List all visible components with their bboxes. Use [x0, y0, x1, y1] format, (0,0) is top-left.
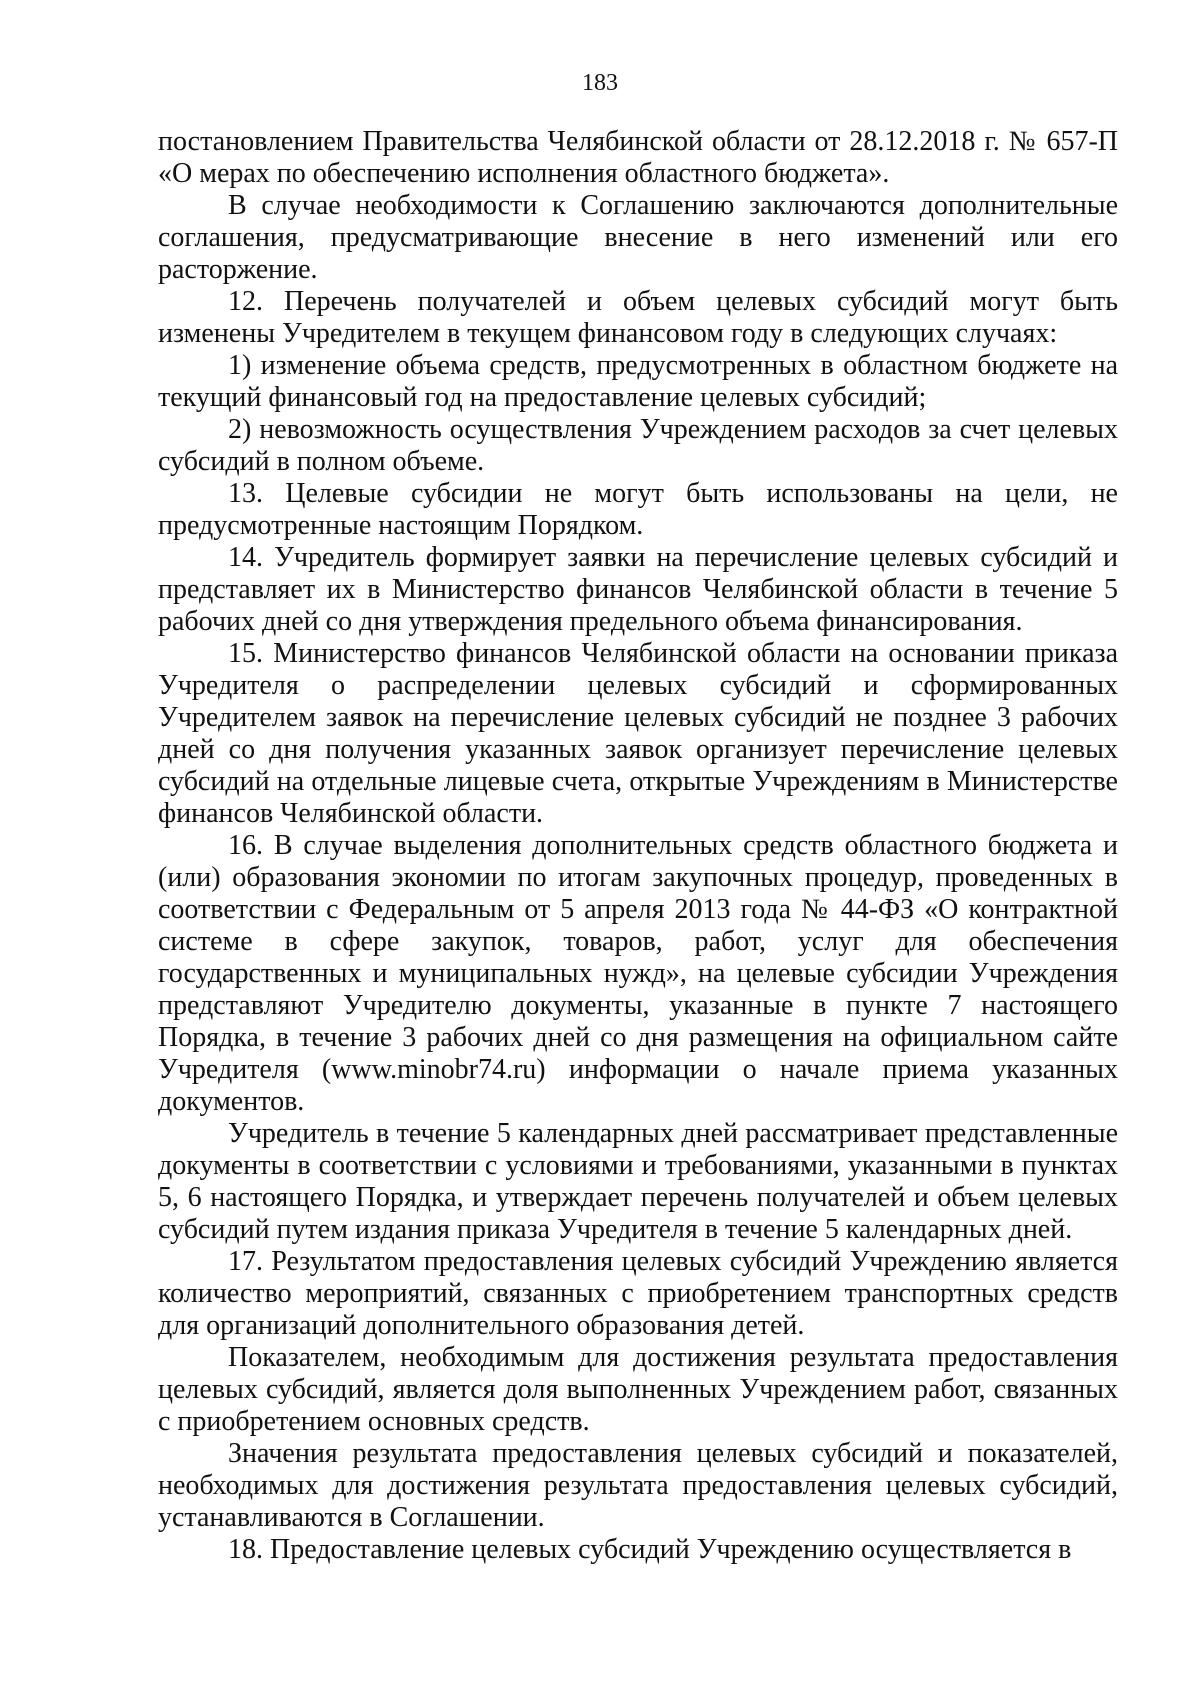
paragraph-13: 13. Целевые субсидии не могут быть использованы на цели, не предусмотренные настоящим Порядком. — [158, 478, 1118, 541]
paragraph-15: 15. Министерство финансов Челябинской области на основании приказа Учредителя о распределении целевых субсидий и сформированных Учредителем заявок на перечисление целевых субсидий не позднее 3 рабочих дней со дня получения указанных заявок организует перечисление целевых субсидий на отдельные лицевые счета, открытые Учреждениям в Министерстве финансов Челябинской области. — [158, 638, 1118, 829]
paragraph-17-indicator: Показателем, необходимым для достижения результата предоставления целевых субсидий, является доля выполненных Учреждением работ, связанных с приобретением основных средств. — [158, 1342, 1118, 1437]
paragraph-12-item-1: 1) изменение объема средств, предусмотренных в областном бюджете на текущий финансовый год на предоставление целевых субсидий; — [158, 350, 1118, 413]
page-number: 183 — [582, 70, 618, 96]
paragraph-16-review: Учредитель в течение 5 календарных дней рассматривает представленные документы в соответствии с условиями и требованиями, указанными в пунктах 5, 6 настоящего Порядка, и утверждает перечень получателей и объем целевых субсидий путем издания приказа Учредителя в течение 5 календарных дней. — [158, 1118, 1118, 1245]
document-body — [158, 126, 1118, 1566]
paragraph-16: 16. В случае выделения дополнительных средств областного бюджета и (или) образования экономии по итогам закупочных процедур, проведенных в соответствии с Федеральным от 5 апреля 2013 года № 44-ФЗ «О контрактной системе в сфере закупок, товаров, работ, услуг для обеспечения государственных и муниципальных нужд», на целевые субсидии Учреждения представляют Учредителю документы, указанные в пункте 7 настоящего Порядка, в течение 3 рабочих дней со дня размещения на официальном сайте Учредителя (www.minobr74.ru) информации о начале приема указанных документов. — [158, 830, 1118, 1117]
paragraph-18: 18. Предоставление целевых субсидий Учреждению осуществляется в — [228, 1534, 1072, 1565]
paragraph-additional-agreements: В случае необходимости к Соглашению заключаются дополнительные соглашения, предусматривающие внесение в него изменений или его расторжение. — [158, 190, 1118, 285]
paragraph-17-values: Значения результата предоставления целевых субсидий и показателей, необходимых для достижения результата предоставления целевых субсидий, устанавливаются в Соглашении. — [158, 1438, 1118, 1533]
paragraph-17: 17. Результатом предоставления целевых субсидий Учреждению является количество мероприятий, связанных с приобретением транспортных средств для организаций дополнительного образования детей. — [158, 1246, 1118, 1341]
paragraph-12: 12. Перечень получателей и объем целевых субсидий могут быть изменены Учредителем в текущем финансовом году в следующих случаях: — [158, 286, 1118, 349]
paragraph-12-item-2: 2) невозможность осуществления Учреждением расходов за счет целевых субсидий в полном объеме. — [158, 414, 1118, 477]
paragraph-continuation: постановлением Правительства Челябинской области от 28.12.2018 г. № 657-П «О мерах по обеспечению исполнения областного бюджета». — [158, 126, 1118, 189]
paragraph-14: 14. Учредитель формирует заявки на перечисление целевых субсидий и представляет их в Министерство финансов Челябинской области в течение 5 рабочих дней со дня утверждения предельного объема финансирования. — [158, 542, 1118, 637]
